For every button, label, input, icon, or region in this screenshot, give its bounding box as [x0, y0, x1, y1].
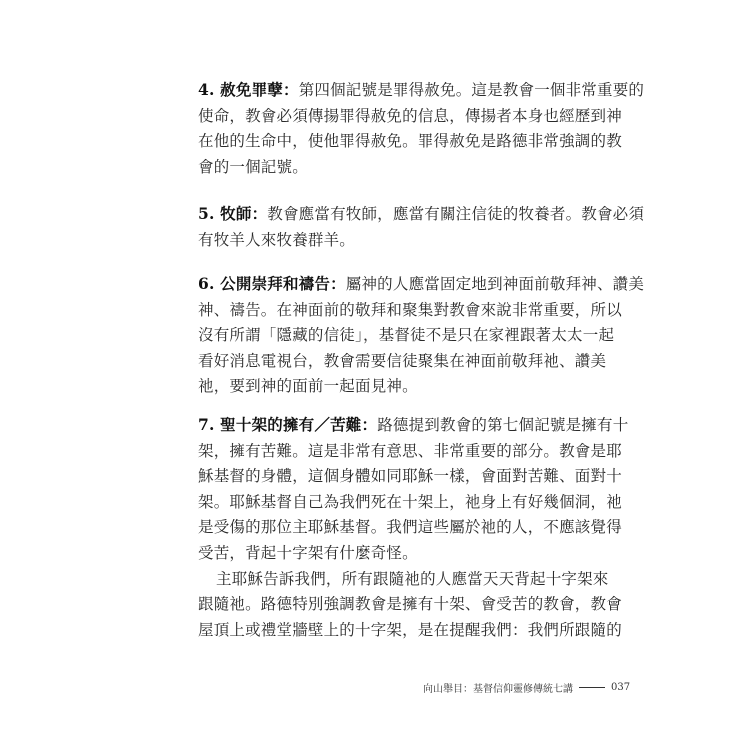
- section-heading: 5. 牧師：: [198, 204, 268, 223]
- text-line: 祂，要到神的面前一起面見神。: [198, 377, 418, 396]
- text-line: 主耶穌告訴我們，所有跟隨祂的人應當天天背起十字架來: [216, 569, 609, 588]
- section-heading: 6. 公開崇拜和禱告：: [198, 274, 346, 293]
- page-number: 037: [611, 682, 631, 693]
- section-holy-cross: [198, 412, 629, 643]
- text-line: 屋頂上或禮堂牆壁上的十字架，是在提醒我們：我們所跟隨的: [198, 620, 622, 639]
- section-pastors: [198, 201, 645, 253]
- section-forgiveness: [198, 77, 645, 180]
- text-line: 4. 赦免罪孽：第四個記號是罪得赦免。這是教會一個非常重要的: [198, 80, 645, 99]
- text-line: 看好消息電視台，教會需要信徒聚集在神面前敬拜祂、讚美: [198, 351, 607, 370]
- text-line: 沒有所謂「隱藏的信徒」，基督徒不是只在家裡跟著太太一起: [198, 326, 615, 345]
- text-line: 架，擁有苦難。這是非常有意思、非常重要的部分。教會是耶: [198, 441, 622, 460]
- section-heading: 4. 赦免罪孽：: [198, 80, 299, 99]
- text-line: 會的一個記號。: [198, 157, 308, 176]
- text-line: 穌基督的身體，這個身體如同耶穌一樣，會面對苦難、面對十: [198, 467, 622, 486]
- footer-rule: [579, 687, 605, 688]
- running-title: 向山舉目：基督信仰靈修傳統七講: [423, 684, 573, 695]
- text-line: 使命，教會必須傳揚罪得赦免的信息，傳揚者本身也經歷到神: [198, 106, 622, 125]
- text-line: 7. 聖十架的擁有／苦難：路德提到教會的第七個記號是擁有十: [198, 415, 629, 434]
- text-line: 5. 牧師：教會應當有牧師，應當有關注信徒的牧養者。教會必須: [198, 204, 645, 223]
- page-footer: [423, 680, 630, 695]
- section-public-worship: [198, 271, 645, 400]
- text-line: 有牧羊人來牧養群羊。: [198, 230, 356, 249]
- text-line: 6. 公開崇拜和禱告：屬神的人應當固定地到神面前敬拜神、讚美: [198, 274, 645, 293]
- text-line: 在他的生命中，使他罪得赦免。罪得赦免是路德非常強調的教: [198, 132, 622, 151]
- text-line: 受苦，背起十字架有什麼奇怪。: [198, 543, 418, 562]
- text-line: 神、禱告。在神面前的敬拜和聚集對教會來說非常重要，所以: [198, 300, 622, 319]
- text-line: 架。耶穌基督自己為我們死在十架上，祂身上有好幾個洞，祂: [198, 492, 622, 511]
- text-line: 跟隨祂。路德特別強調教會是擁有十架、會受苦的教會，教會: [198, 595, 622, 614]
- text-line: 是受傷的那位主耶穌基督。我們這些屬於祂的人，不應該覺得: [198, 518, 622, 537]
- section-heading: 7. 聖十架的擁有／苦難：: [198, 415, 378, 434]
